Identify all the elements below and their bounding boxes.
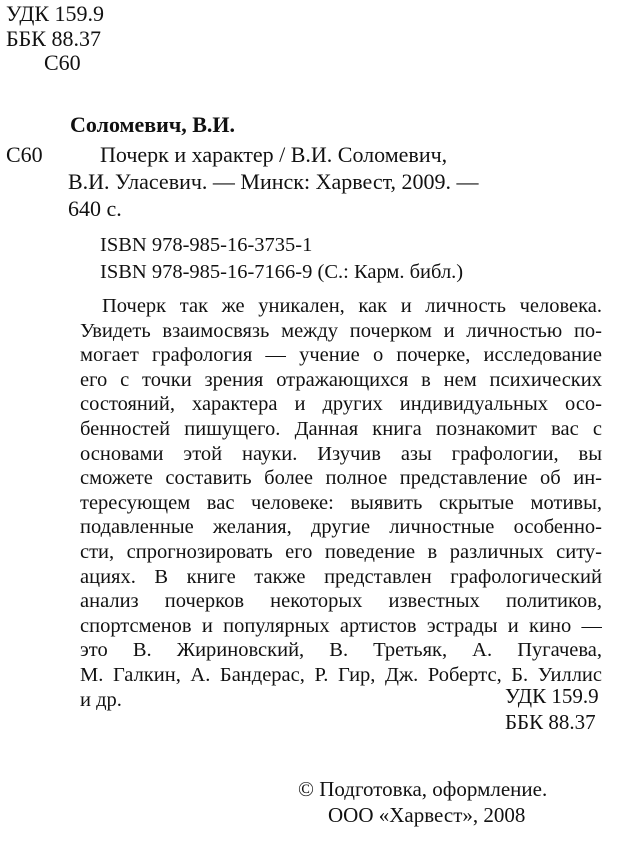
abstract-line: М. Галкин, А. Бандерас, Р. Гир, Дж. Робертс, Б. Уиллис [80,663,602,686]
abstract-line: основами этой науки. Изучив азы графологии, вы [80,442,602,465]
udk-code: УДК 159.9 [6,1,105,26]
abstract-line: Увидеть взаимосвязь между почерком и личностью по- [80,319,602,342]
record-mark: С60 [6,142,43,167]
pages-count: 640 с. [68,196,122,221]
footer-bbk-code: ББК 88.37 [505,710,596,734]
bbk-code: ББК 88.37 [6,26,101,51]
abstract-line: сти, спрогнозировать его поведение в различных ситу- [80,540,602,563]
abstract-line: и др. [80,688,122,711]
isbn-2: ISBN 978-985-16-7166-9 (С.: Карм. библ.) [100,261,464,283]
abstract-line: спортсменов и популярных артистов эстрады и кино — [80,614,602,637]
abstract-line: Почерк так же уникален, как и личность человека. [102,295,602,317]
abstract-line: тересующем вас человеке: выявить скрытые мотивы, [80,491,602,514]
title-line-1: Почерк и характер / В.И. Соломевич, [100,142,448,167]
abstract-line: бенностей пишущего. Данная книга познакомит вас с [80,417,602,440]
isbn-1: ISBN 978-985-16-3735-1 [100,234,313,256]
abstract-line: это В. Жириновский, В. Третьяк, А. Пугачева, [80,639,602,662]
abstract-line: сможете составить более полное представление об ин- [80,467,602,490]
abstract-line: могает графология — учение о почерке, исследование [80,344,602,367]
footer-udk-code: УДК 159.9 [505,684,599,708]
abstract-line: ациях. В книге также представлен графологический [80,565,602,588]
author-heading: Соломевич, В.И. [70,112,236,137]
abstract [80,294,602,712]
author-mark: С60 [44,50,81,75]
copyright-line-2: ООО «Харвест», 2008 [328,803,526,827]
abstract-line: подавленные желания, другие личностные особенно- [80,516,602,539]
abstract-line: его с точки зрения отражающихся в нем психических [80,368,602,391]
abstract-line: состояний, характера и других индивидуальных осо- [80,393,602,416]
title-line-2: В.И. Уласевич. — Минск: Харвест, 2009. — [68,169,479,194]
copyright-line-1: © Подготовка, оформление. [298,777,548,801]
abstract-line: анализ почерков некоторых известных политиков, [80,590,602,613]
